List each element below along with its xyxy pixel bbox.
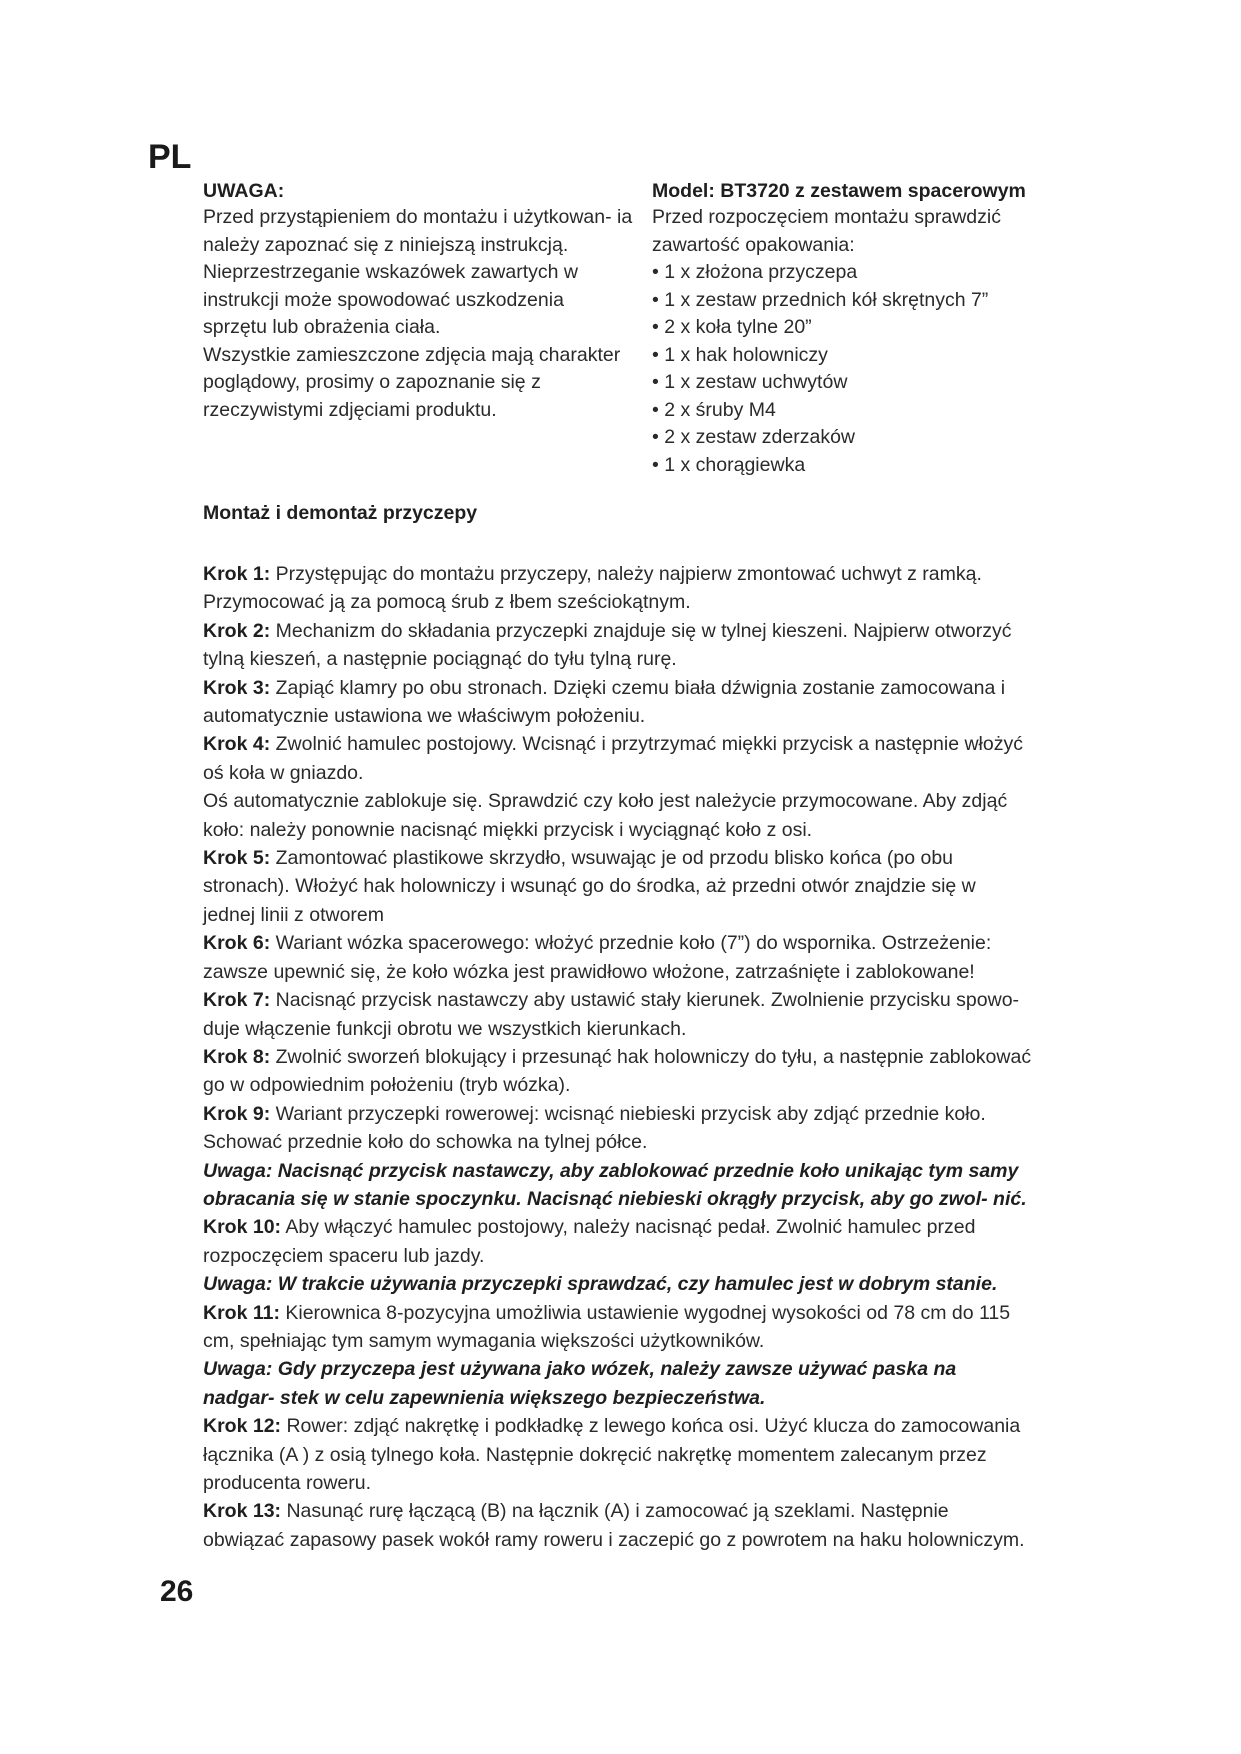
note-wrist-strap: Uwaga: Gdy przyczepa jest używana jako wózek, należy zawsze używać paska na nadgar- stek w celu zapewnienia większego bezpieczeństwa.: [203, 1358, 957, 1409]
list-item: • 2 x koła tylne 20”: [652, 314, 1072, 342]
step-11: [203, 1299, 1033, 1356]
step-label: Krok 6:: [203, 932, 271, 955]
step-text: Wariant przyczepki rowerowej: wcisnąć niebieski przycisk aby zdjąć przednie koło. Schować przednie koło do schowka na tylnej półce.: [203, 1102, 986, 1154]
note-front-wheel: Uwaga: Nacisnąć przycisk nastawczy, aby zablokować przednie koło unikając tym samy obracania się w stanie spoczynku. Nacisnąć niebieski okrągły przycisk, aby go zwol- nić.: [203, 1159, 1027, 1210]
step-text: Nasunąć rurę łączącą (B) na łącznik (A) i zamocować ją szeklami. Następnie obwiązać zapasowy pasek wokół ramy roweru i zaczepić go z powrotem na haku holowniczym.: [203, 1500, 1025, 1551]
step-text: Zapiąć klamry po obu stronach. Dzięki czemu biała dźwignia zostanie zamocowana i automatycznie ustawiona we właściwym położeniu.: [203, 676, 1006, 728]
step-label: Krok 2:: [203, 619, 271, 642]
list-item: • 2 x śruby M4: [652, 397, 1072, 425]
step-text: Kierownica 8-pozycyjna umożliwia ustawienie wygodnej wysokości od 78 cm do 115 cm, spełniając tym samym wymagania większości użytkowników.: [203, 1301, 1011, 1352]
step-label: Krok 9:: [203, 1102, 271, 1125]
page-number: 26: [160, 1575, 194, 1608]
step-13: [203, 1497, 1033, 1554]
step-5: [203, 844, 1033, 929]
step-8: [203, 1043, 1033, 1100]
list-item: • 1 x zestaw uchwytów: [652, 369, 1072, 397]
section-title: Montaż i demontaż przyczepy: [203, 502, 478, 524]
step-label: Krok 13:: [203, 1500, 282, 1523]
step-text: Rower: zdjąć nakrętkę i podkładkę z lewego końca osi. Użyć klucza do zamocowania łącznika (A ) z osią tylnego koła. Następnie dokręcić nakrętkę momentem zalecanym przez producenta roweru.: [203, 1415, 1021, 1494]
step-text: Oś automatycznie zablokuje się. Sprawdzić czy koło jest należycie przymocowane. Aby zdjąć koło: należy ponownie nacisnąć miękki przycisk i wyciągnąć koło z osi.: [203, 790, 1008, 841]
step-10: [203, 1213, 1033, 1270]
step-text: Zamontować plastikowe skrzydło, wsuwając je od przodu blisko końca (po obu stronach). Włożyć hak holowniczy i wsunąć go do środka, aż przedni otwór znajdzie się w jednej linii z otworem: [203, 847, 976, 926]
step-label: Krok 12:: [203, 1415, 282, 1438]
warning-paragraph-2: Wszystkie zamieszczone zdjęcia mają charakter poglądowy, prosimy o zapoznanie się z rzeczywistymi zdjęciami produktu.: [203, 343, 621, 421]
list-item: • 1 x zestaw przednich kół skrętnych 7”: [652, 287, 1072, 315]
step-label: Krok 5:: [203, 847, 271, 870]
step-1: [203, 560, 1033, 617]
warning-section: [203, 178, 633, 424]
step-label: Krok 3:: [203, 676, 271, 699]
step-text: Zwolnić hamulec postojowy. Wcisnąć i przytrzymać miękki przycisk a następnie włożyć oś koła w gniazdo.: [203, 733, 1023, 784]
package-contents-list: [652, 259, 1072, 479]
list-item: • 1 x złożona przyczepa: [652, 259, 1072, 287]
model-heading: Model: BT3720 z zestawem spacerowym: [652, 180, 1026, 202]
list-item: • 1 x hak holowniczy: [652, 342, 1072, 370]
step-label: Krok 1:: [203, 563, 271, 585]
step-label: Krok 7:: [203, 989, 271, 1012]
note-brake: Uwaga: W trakcie używania przyczepki sprawdzać, czy hamulec jest w dobrym stanie.: [203, 1273, 998, 1296]
step-text: Przystępując do montażu przyczepy, należy najpierw zmontować uchwyt z ramką. Przymocować ją za pomocą śrub z łbem sześciokątnym.: [203, 563, 982, 614]
step-label: Krok 10:: [203, 1216, 282, 1239]
step-text: Mechanizm do składania przyczepki znajduje się w tylnej kieszeni. Najpierw otworzyć tylną kieszeń, a następnie pociągnąć do tyłu tylną rurę.: [203, 619, 1012, 671]
language-label: PL: [148, 138, 192, 176]
assembly-steps: [203, 560, 1033, 1554]
list-item: • 2 x zestaw zderzaków: [652, 424, 1072, 452]
step-9: [203, 1100, 1033, 1157]
step-text: Nacisnąć przycisk nastawczy aby ustawić stały kierunek. Zwolnienie przycisku spowo- duje włączenie funkcji obrotu we wszystkich kierunkach.: [203, 989, 1020, 1040]
step-3: [203, 674, 1033, 731]
step-7: [203, 986, 1033, 1043]
step-label: Krok 4:: [203, 733, 271, 756]
list-item: • 1 x chorągiewka: [652, 452, 1072, 480]
step-12: [203, 1412, 1033, 1497]
step-4-continued: [203, 787, 1033, 844]
step-4: [203, 730, 1033, 787]
model-intro: Przed rozpoczęciem montażu sprawdzić zawartość opakowania:: [652, 206, 1001, 256]
step-text: Wariant wózka spacerowego: włożyć przednie koło (7”) do wspornika. Ostrzeżenie: zawsze upewnić się, że koło wózka jest prawidłowo włożone, zatrzaśnięte i zablokowane!: [203, 932, 992, 983]
warning-heading: UWAGA:: [203, 180, 285, 202]
step-text: Zwolnić sworzeń blokujący i przesunąć hak holowniczy do tyłu, a następnie zablokować go w odpowiednim położeniu (tryb wózka).: [203, 1045, 1032, 1097]
step-label: Krok 8:: [203, 1045, 271, 1068]
step-6: [203, 929, 1033, 986]
warning-paragraph-1: Przed przystąpieniem do montażu i użytkowan- ia należy zapoznać się z niniejszą instrukcją. Nieprzestrzeganie wskazówek zawartych w instrukcji może spowodować uszkodzenia sprzętu lub obrażenia ciała.: [203, 206, 633, 338]
step-text: Aby włączyć hamulec postojowy, należy nacisnąć pedał. Zwolnić hamulec przed rozpoczęciem spaceru lub jazdy.: [203, 1216, 976, 1267]
model-section: [652, 178, 1072, 479]
step-2: [203, 617, 1033, 674]
step-label: Krok 11:: [203, 1301, 280, 1324]
